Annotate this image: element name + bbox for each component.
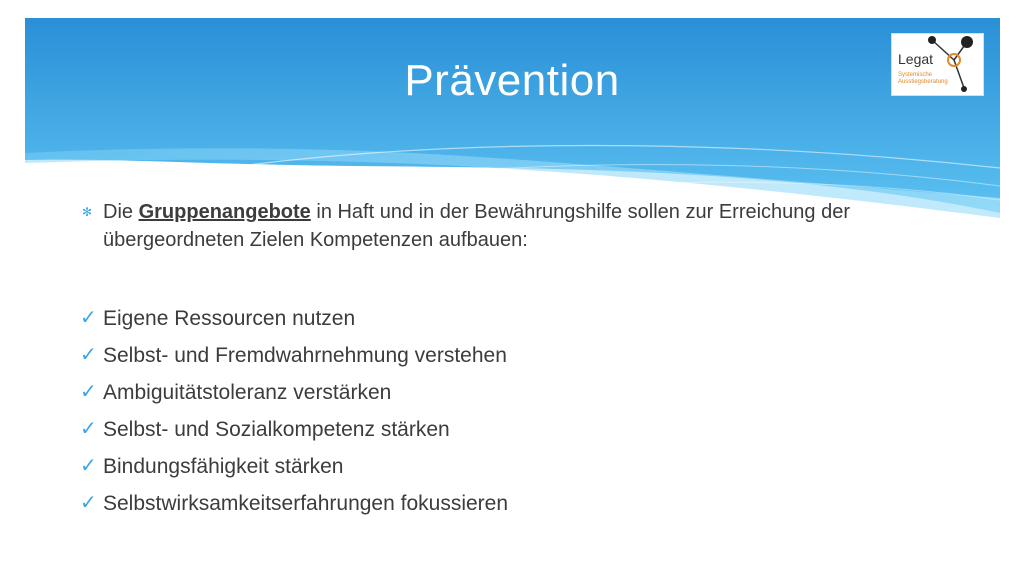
checklist-item-label: Selbst- und Fremdwahrnehmung verstehen [103, 344, 507, 367]
checklist-item-label: Bindungsfähigkeit stärken [103, 455, 344, 478]
slide-title: Prävention [404, 56, 620, 105]
logo-word: Legat [898, 51, 934, 67]
logo-tagline-line1: Systemische [898, 72, 933, 78]
check-icon: ✓ [80, 307, 97, 329]
check-icon: ✓ [80, 418, 97, 440]
intro-emphasis: Gruppenangebote [138, 201, 311, 223]
checklist-item [80, 337, 880, 374]
check-icon: ✓ [80, 455, 97, 477]
checklist-item-label: Eigene Ressourcen nutzen [103, 307, 356, 330]
checklist-item [80, 411, 880, 448]
check-icon: ✓ [80, 381, 97, 403]
checklist-item [80, 485, 880, 522]
intro-text-after: in Haft und in der Bewährungshilfe sollen zur Erreichung der übergeordneten Zielen Kompetenzen aufbauen: [103, 201, 851, 251]
header-banner [25, 18, 1000, 228]
intro-text-before: Die [103, 201, 139, 223]
star-bullet-icon: ✻ [82, 205, 93, 219]
checklist-item-label: Selbstwirksamkeitserfahrungen fokussieren [103, 492, 509, 515]
check-icon: ✓ [80, 492, 97, 514]
logo-tagline [898, 72, 948, 86]
checklist-item-label: Selbst- und Sozialkompetenz stärken [103, 418, 450, 441]
checklist-item [80, 374, 880, 411]
header-wave-graphic [25, 18, 1000, 228]
checklist-item [80, 300, 880, 337]
slide-body [80, 198, 880, 522]
legato-logo [891, 33, 984, 96]
logo-tagline-line2: Ausstiegsberatung [898, 79, 948, 85]
checklist-item-label: Ambiguitätstoleranz verstärken [103, 381, 392, 404]
checklist-item [80, 448, 880, 485]
checklist [80, 300, 880, 522]
check-icon: ✓ [80, 344, 97, 366]
intro-paragraph [80, 198, 880, 254]
